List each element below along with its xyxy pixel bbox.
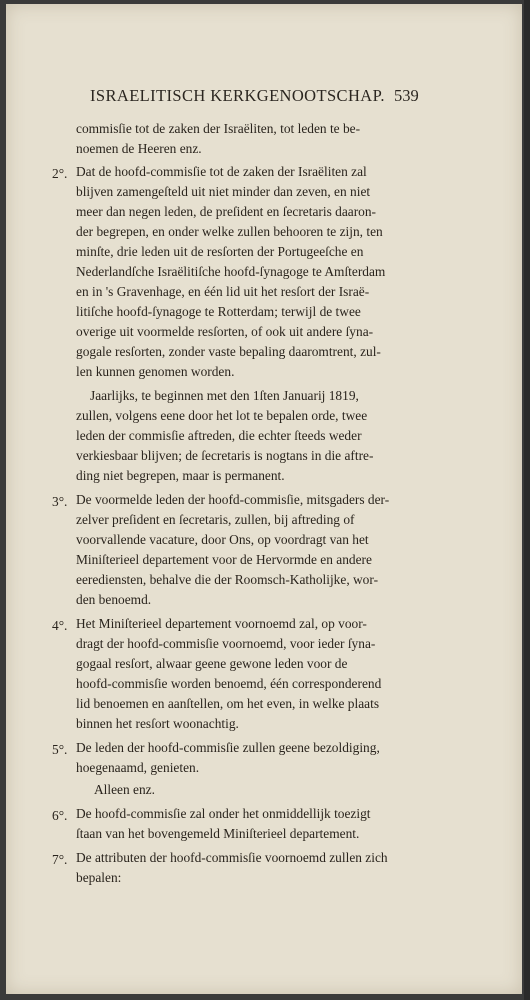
text-line: De voormelde leden der hoofd-commisſie, mitsgaders der- xyxy=(76,492,390,507)
item-marker: 2°. xyxy=(52,166,68,181)
text-line: Jaarlijks, te beginnen met den 1ſten Januarij 1819, xyxy=(90,388,359,403)
text-line: gogale resſorten, zonder vaste bepaling daaromtrent, zul- xyxy=(76,344,381,359)
page-number: 539 xyxy=(394,86,419,105)
item-marker: 4°. xyxy=(52,618,68,633)
text-line: ding niet begrepen, maar is permanent. xyxy=(76,468,285,483)
text-line: Dat de hoofd-commisſie tot de zaken der Israëliten zal xyxy=(76,164,367,179)
text-line: binnen het resſort woonachtig. xyxy=(76,716,239,731)
item-marker: 5°. xyxy=(52,742,68,757)
text-line: Het Miniſterieel departement voornoemd zal, op voor- xyxy=(76,616,367,631)
text-line: gogaal resſort, alwaar geene gewone leden voor de xyxy=(76,656,348,671)
text-line: len kunnen genomen worden. xyxy=(76,364,235,379)
text-line: noemen de Heeren enz. xyxy=(76,141,202,156)
item-marker: 7°. xyxy=(52,852,68,867)
text-line: overige uit voormelde resſorten, of ook uit andere ſyna- xyxy=(76,324,374,339)
text-line: Miniſterieel departement voor de Hervormde en andere xyxy=(76,552,372,567)
text-line: commisſie tot de zaken der Israëliten, tot leden te be- xyxy=(76,121,361,136)
text-line: lid benoemen en aanſtellen, om het even, in welke plaats xyxy=(76,696,380,711)
text-line: hoofd-commisſie worden benoemd, één corresponderend xyxy=(76,676,382,691)
text-line: dragt der hoofd-commisſie voornoemd, voor ieder ſyna- xyxy=(76,636,376,651)
text-line: litiſche hoofd-ſynagoge te Rotterdam; terwijl de twee xyxy=(76,304,361,319)
text-line: meer dan negen leden, de preſident en ſecretaris daaron- xyxy=(76,204,377,219)
text-line: ſtaan van het bovengemeld Miniſterieel departement. xyxy=(76,826,360,841)
text-line: minſte, drie leden uit de resſorten der Portugeeſche en xyxy=(76,244,364,259)
text-line: Nederlandſche Israëlitiſche hoofd-ſynagoge te Amſterdam xyxy=(76,264,386,279)
text-line: zelver preſident en ſecretaris, zullen, bij aftreding of xyxy=(76,512,355,527)
text-line: Alleen enz. xyxy=(94,782,155,797)
page-edge xyxy=(524,0,530,1000)
text-line: verkiesbaar blijven; de ſecretaris is nogtans in die aftre- xyxy=(76,448,374,463)
text-line: blijven zamengeſteld uit niet minder dan zeven, en niet xyxy=(76,184,371,199)
text-line: De hoofd-commisſie zal onder het onmiddellijk toezigt xyxy=(76,806,371,821)
text-line: der begrepen, en onder welke zullen behooren te zijn, ten xyxy=(76,224,383,239)
item-marker: 6°. xyxy=(52,808,68,823)
text-line: en in 's Gravenhage, en één lid uit het resſort der Israë- xyxy=(76,284,370,299)
text-line: De leden der hoofd-commisſie zullen geene bezoldiging, xyxy=(76,740,380,755)
text-line: hoegenaamd, genieten. xyxy=(76,760,200,775)
item-marker: 3°. xyxy=(52,494,68,509)
text-line: den benoemd. xyxy=(76,592,152,607)
text-line: leden der commisſie aftreden, die echter ſteeds weder xyxy=(76,428,362,443)
text-line: zullen, volgens eene door het lot te bepalen orde, twee xyxy=(76,408,368,423)
running-head: ISRAELITISCH KERKGENOOTSCHAP. xyxy=(90,86,385,105)
text-line: eerediensten, behalve die der Roomsch-Katholijke, wor- xyxy=(76,572,379,587)
text-line: bepalen: xyxy=(76,870,122,885)
text-line: De attributen der hoofd-commisſie voornoemd zullen zich xyxy=(76,850,388,865)
text-line: voorvallende vacature, door Ons, op voordragt van het xyxy=(76,532,369,547)
